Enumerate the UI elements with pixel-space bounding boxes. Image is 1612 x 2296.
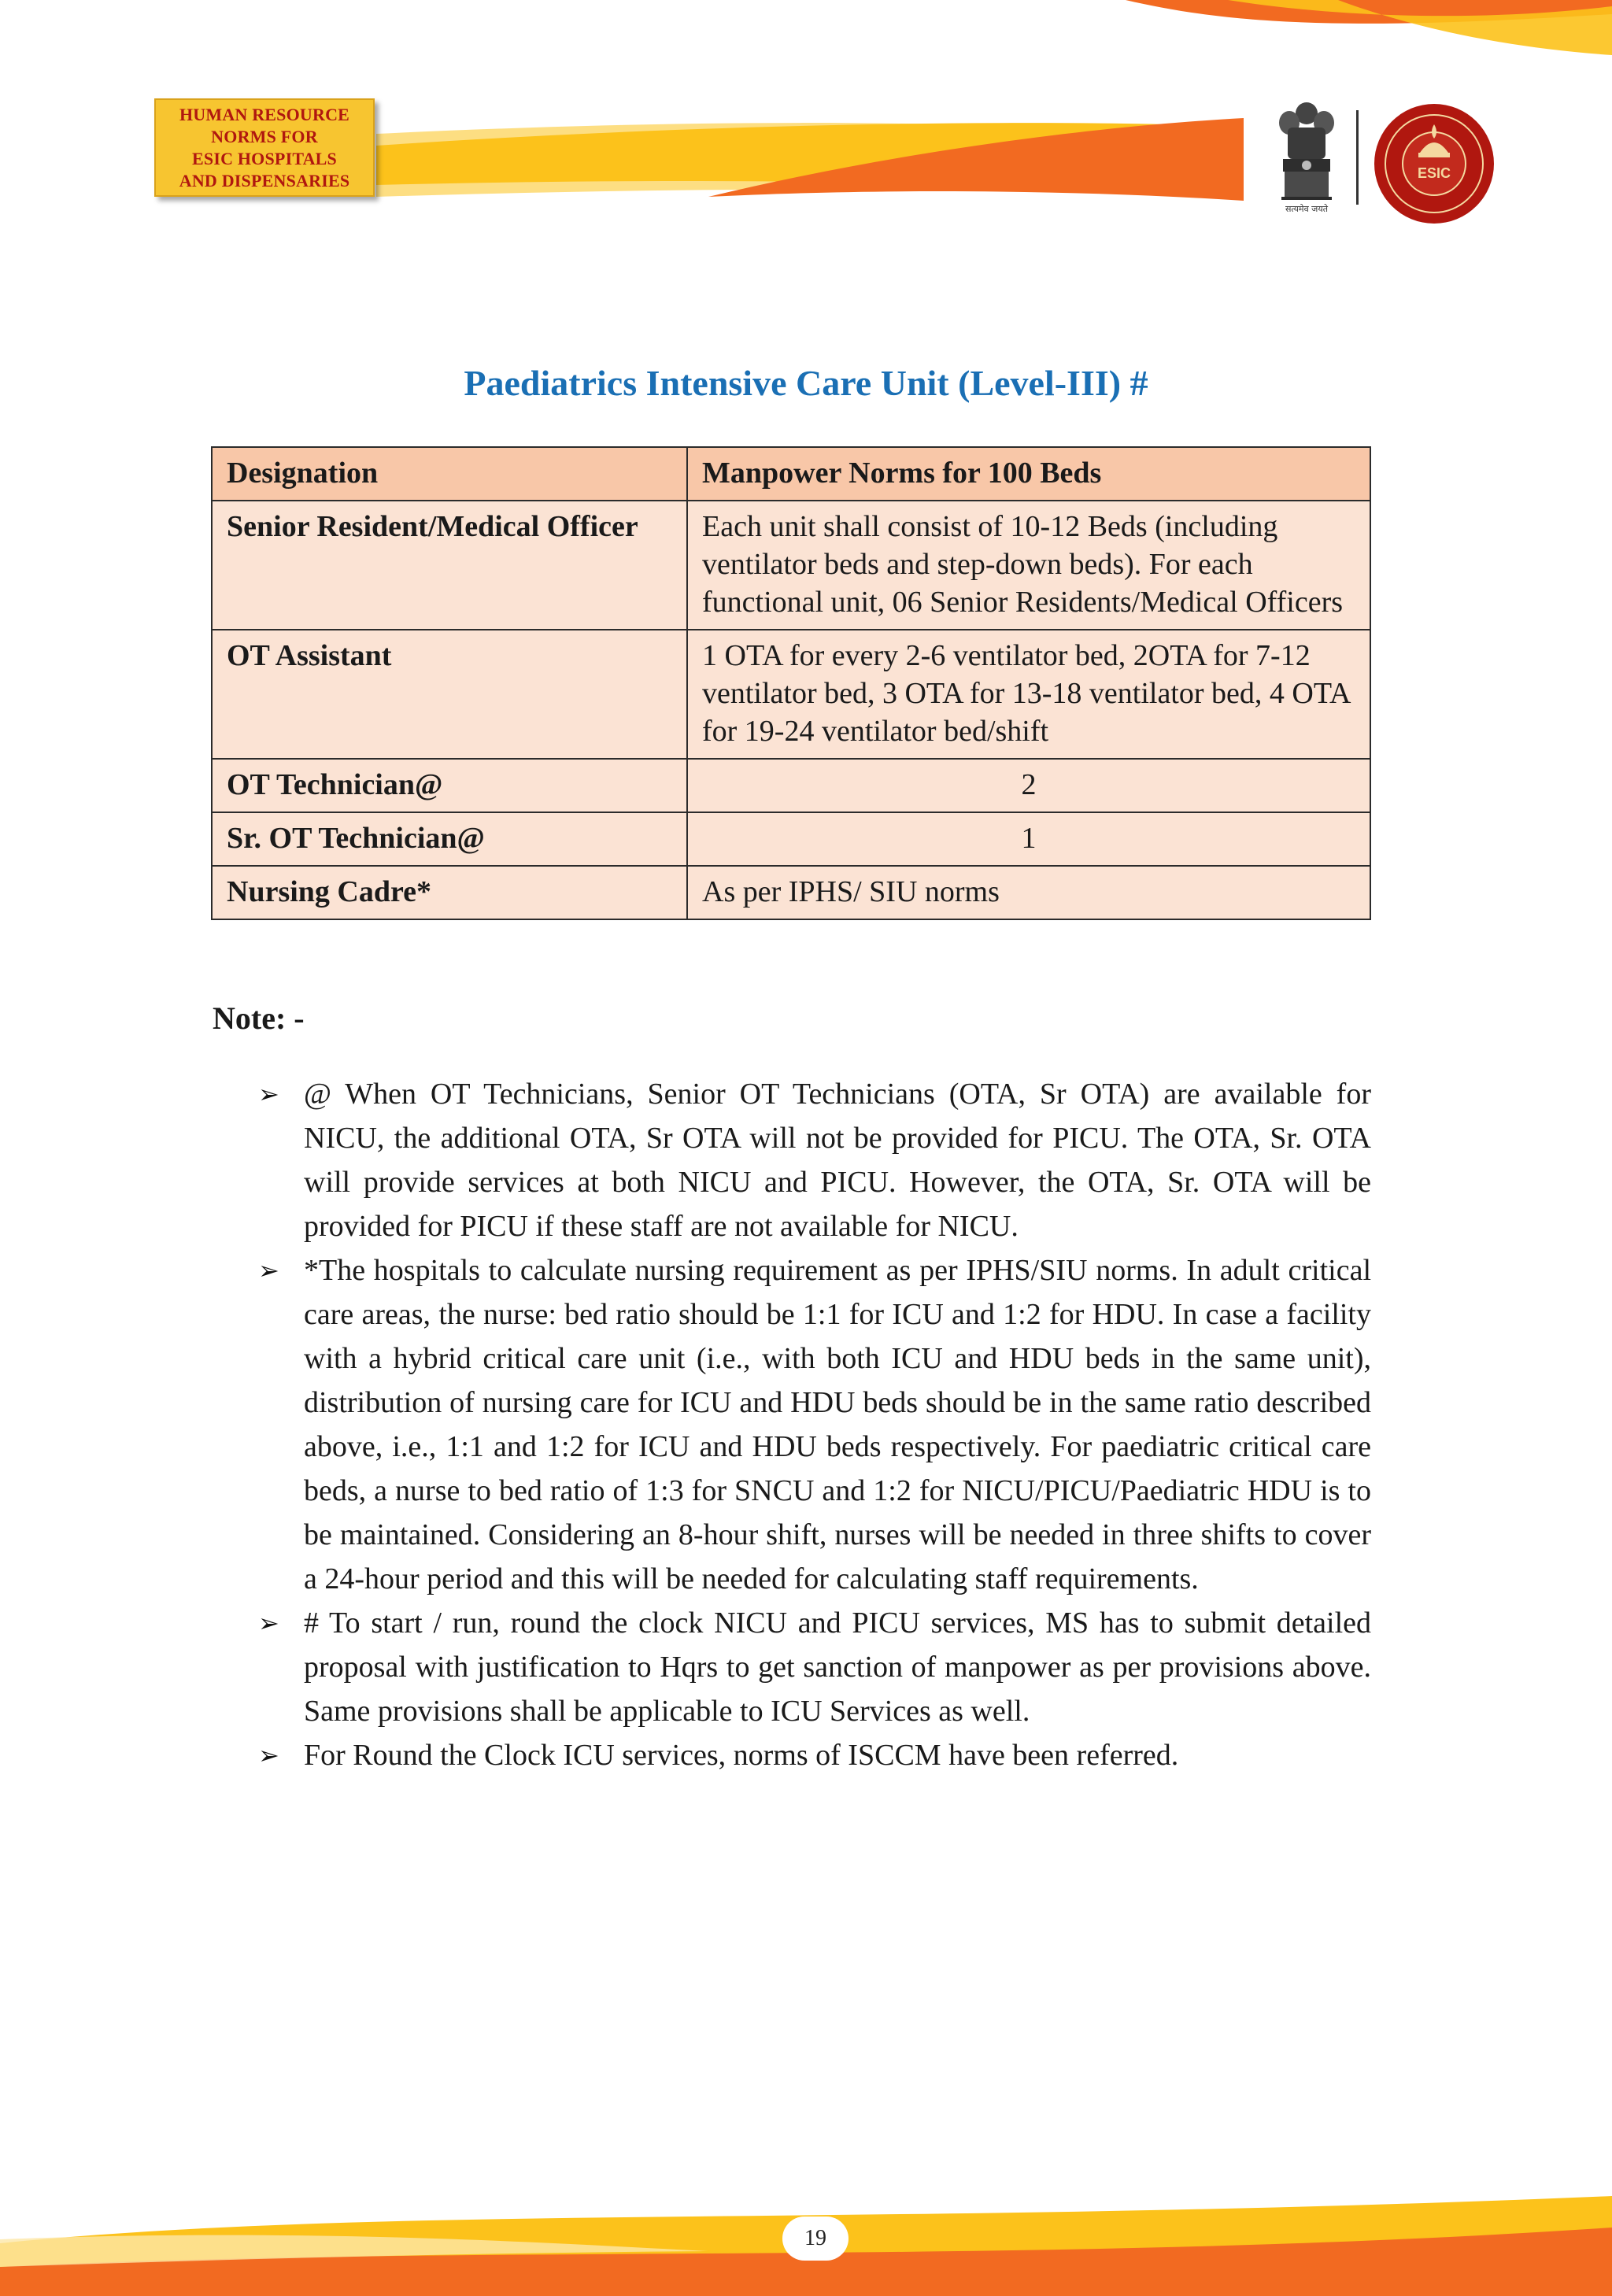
- designation-cell: OT Assistant: [212, 630, 687, 759]
- page-title: Paediatrics Intensive Care Unit (Level-III) #: [464, 363, 1148, 403]
- list-item: [258, 1072, 1371, 1248]
- norm-cell: As per IPHS/ SIU norms: [687, 866, 1370, 919]
- table-row: [212, 812, 1370, 866]
- emblem-caption: सत्यमेव जयते: [1285, 204, 1328, 214]
- list-item: [258, 1733, 1371, 1777]
- table-row: [212, 630, 1370, 759]
- document-badge: [154, 98, 375, 197]
- manpower-norms-table: [211, 446, 1371, 920]
- table-header-cell: Designation: [212, 447, 687, 501]
- designation-cell: Sr. OT Technician@: [212, 812, 687, 866]
- list-item: [258, 1601, 1371, 1733]
- arrow-bullet-icon: ➢: [258, 1608, 279, 1638]
- logo-text: ESIC: [1417, 165, 1451, 181]
- norm-cell: 1: [687, 812, 1370, 866]
- badge-line: AND DISPENSARIES: [179, 170, 350, 190]
- notes-list: [258, 1072, 1371, 1777]
- header-separator: [1356, 110, 1359, 205]
- esic-logo-icon: [1371, 101, 1497, 227]
- page-number: 19: [782, 2217, 849, 2261]
- note-label: Note: -: [213, 1000, 305, 1036]
- table-row: [212, 759, 1370, 812]
- table-header-row: [212, 447, 1370, 501]
- norm-cell: 1 OTA for every 2-6 ventilator bed, 2OTA for 7-12 ventilator bed, 3 OTA for 13-18 ventilator bed, 4 OTA for 19-24 ventilator bed/shift: [687, 630, 1370, 759]
- table-row: [212, 866, 1370, 919]
- arrow-bullet-icon: ➢: [258, 1255, 279, 1285]
- badge-line: ESIC HOSPITALS: [192, 148, 337, 168]
- note-text: @ When OT Technicians, Senior OT Technicians (OTA, Sr OTA) are available for NICU, the additional OTA, Sr OTA will not be provided for PICU. The OTA, Sr. OTA will provide services at both NICU and PICU. However, the OTA, Sr. OTA will be provided for PICU if these staff are not available for NICU.: [304, 1078, 1371, 1243]
- designation-cell: Nursing Cadre*: [212, 866, 687, 919]
- arrow-bullet-icon: ➢: [258, 1740, 279, 1770]
- norm-cell: Each unit shall consist of 10-12 Beds (including ventilator beds and step-down beds). For each functional unit, 06 Senior Residents/Medical Officers: [687, 501, 1370, 630]
- table-row: [212, 501, 1370, 630]
- designation-cell: OT Technician@: [212, 759, 687, 812]
- table-header-cell: Manpower Norms for 100 Beds: [687, 447, 1370, 501]
- note-text: For Round the Clock ICU services, norms of ISCCM have been referred.: [304, 1739, 1179, 1772]
- designation-cell: Senior Resident/Medical Officer: [212, 501, 687, 630]
- badge-line: HUMAN RESOURCE: [179, 104, 350, 124]
- arrow-bullet-icon: ➢: [258, 1079, 279, 1109]
- norm-cell: 2: [687, 759, 1370, 812]
- note-text: # To start / run, round the clock NICU and PICU services, MS has to submit detailed proposal with justification to Hqrs to get sanction of manpower as per provisions above. Same provisions shall be applicable to ICU Services as well.: [304, 1606, 1371, 1728]
- note-text: *The hospitals to calculate nursing requirement as per IPHS/SIU norms. In adult critical care areas, the nurse: bed ratio should be 1:1 for ICU and 1:2 for HDU. In case a facility with a hybrid critical care unit (i.e., with both ICU and HDU beds in the same unit), distribution of nursing care for ICU and HDU beds should be in the same ratio described above, i.e., 1:1 and 1:2 for ICU and HDU beds respectively. For paediatric critical care beds, a nurse to bed ratio of 1:3 for SNCU and 1:2 for NICU/PICU/Paediatric HDU is to be maintained. Considering an 8-hour shift, nurses will be needed in three shifts to cover a 24-hour period and this will be needed for calculating staff requirements.: [304, 1254, 1371, 1595]
- list-item: [258, 1248, 1371, 1601]
- badge-line: NORMS FOR: [211, 126, 318, 146]
